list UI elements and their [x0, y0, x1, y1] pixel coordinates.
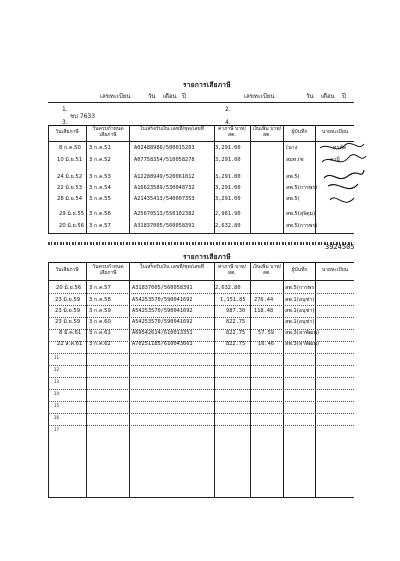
t1-header-tax: ค่าภาษี บาท/สต.: [217, 126, 247, 138]
reg-header-left: เลขทะเบียน: [100, 93, 131, 100]
t2-header-registrar: นายทะเบียน: [321, 267, 349, 273]
t1-header-extra: เงินเพิ่ม บาท/สต.: [252, 126, 282, 138]
table2-title: รายการเสียภาษี: [183, 253, 231, 261]
year-label-left: ปี: [182, 93, 186, 100]
row-number: 17: [54, 427, 60, 432]
t2-header-pay-date: วันเสียภาษี: [55, 267, 79, 273]
t1-header-receipt: ใบเสร็จรับเงิน เลขที่/ชุด/เลขที่: [140, 126, 204, 132]
row-number: 12: [54, 367, 60, 372]
row-number: 14: [54, 391, 60, 396]
month-label-right: เดือน: [321, 93, 335, 100]
row-number: 16: [54, 415, 60, 420]
t2-header-tax: ค่าภาษี บาท/สต.: [217, 264, 247, 276]
row-number: 13: [54, 379, 60, 384]
date-label-right: วัน: [306, 93, 314, 100]
t2-header-receipt: ใบเสร็จรับเงิน เลขที่/ชุด/เลขที่: [140, 264, 204, 270]
t1-header-registrar: นายทะเบียน: [321, 129, 349, 135]
row-number: 11: [54, 355, 60, 360]
t2-header-due-date: วันครบกำหนด เสียภาษี: [92, 264, 124, 276]
stamp-number: 3924505: [325, 243, 355, 251]
tax-record-page: รายการเสียภาษี เลขทะเบียน วัน เดือน ปี เลขทะเบียน วัน เดือน ปี 1. 2. ชบ 7633 3. 4. วันเสียภาษี วันครบกำหนด เสียภาษี ใบเสร็จรับเงิน เลขที่/ชุด/เลขที่ ค่าภาษี บาท/สต. เงินเพิ่ม บาท/สต. ผู้บันทึก นายทะเบียน 8 ก.ค.50 3 ก.ค.51 A02488986/500015203 3,291.00 (นาง ทาตัด 10 มิ.ย.51 3 ก.ค.52 A07758354/510058278 3,291.00 สมท.(ช ลานี 24 มิ.ย.52 3 ก.ค.53 A12288949/520061012 3,291.00 สพ.5( 22 มิ.ย.53 3 ก.ค.54 A16623589/530048732 3,291.00 สพ.5(การพร) 28 มิ.ย.54 3 ก.ค.55 A21435413/540007353 3,291.00 สพ.5( 29 มิ.ย.55 3 ก.ค.56 A25670513/550102382 2,961.90 สพ.5(สุจิตุม) 20 มิ.ย.56 3 ก.ค.57 A31837005/560058391 2,632.80 สพ.5(การพร) 3924505 รายการเสียภาษี วันเสียภาษี วันครบกำหนด เสียภาษี ใบเสร็จรับเงิน เลขที่/ชุด/เลขที่ ค่าภาษี บาท/สต. เงินเพิ่ม บาท/สต. ผู้บันทึก นายทะเบียน 20 มิ.ย.56 3 ก.ค.57 A31837005/560058391 2,632.80 สพ.5(การพร) 23 มิ.ย.59 3 ก.ค.58 A54253570/590041692 1,151.85 276.44 สพ.1(อนุช่า) 23 มิ.ย.59 3 ก.ค.59 A54253570/590041692 987.30 118.48 สพ.1(อนุช่า) 23 มิ.ย.59 3 ก.ค.60 A54253570/590041692 822.75 สพ.1(อนุช่า) 8 มี.ค.61 3 ก.ค.61 A69542614/610013351 822.75 57.59 สพ.3(ลาพัฒน) 22 ส.ค.61 3 ก.ค.62 A70251185/610043661 822.75 16.46 สพ.3(ลาพัฒน) 11 12 13 14 15 16 17: [0, 0, 400, 561]
item-4: 4.: [225, 119, 231, 126]
t2-header-extra: เงินเพิ่ม บาท/สต.: [252, 264, 282, 276]
plate-number: ชบ 7633: [70, 113, 96, 120]
row-number: 15: [54, 403, 60, 408]
month-label-left: เดือน: [163, 93, 177, 100]
doc-title: รายการเสียภาษี: [183, 81, 231, 89]
item-1: 1.: [62, 106, 68, 113]
t1-header-due-date: วันครบกำหนด เสียภาษี: [92, 126, 124, 138]
registrar-signature-icon: [318, 140, 368, 220]
perforation-divider: [48, 242, 354, 245]
t1-header-pay-date: วันเสียภาษี: [55, 129, 79, 135]
t1-header-recorder: ผู้บันทึก: [291, 129, 308, 135]
item-3: 3.: [62, 119, 68, 126]
reg-header-right: เลขทะเบียน: [244, 93, 275, 100]
date-label-left: วัน: [148, 93, 156, 100]
item-2: 2.: [225, 106, 231, 113]
t2-header-recorder: ผู้บันทึก: [291, 267, 308, 273]
year-label-right: ปี: [342, 93, 346, 100]
